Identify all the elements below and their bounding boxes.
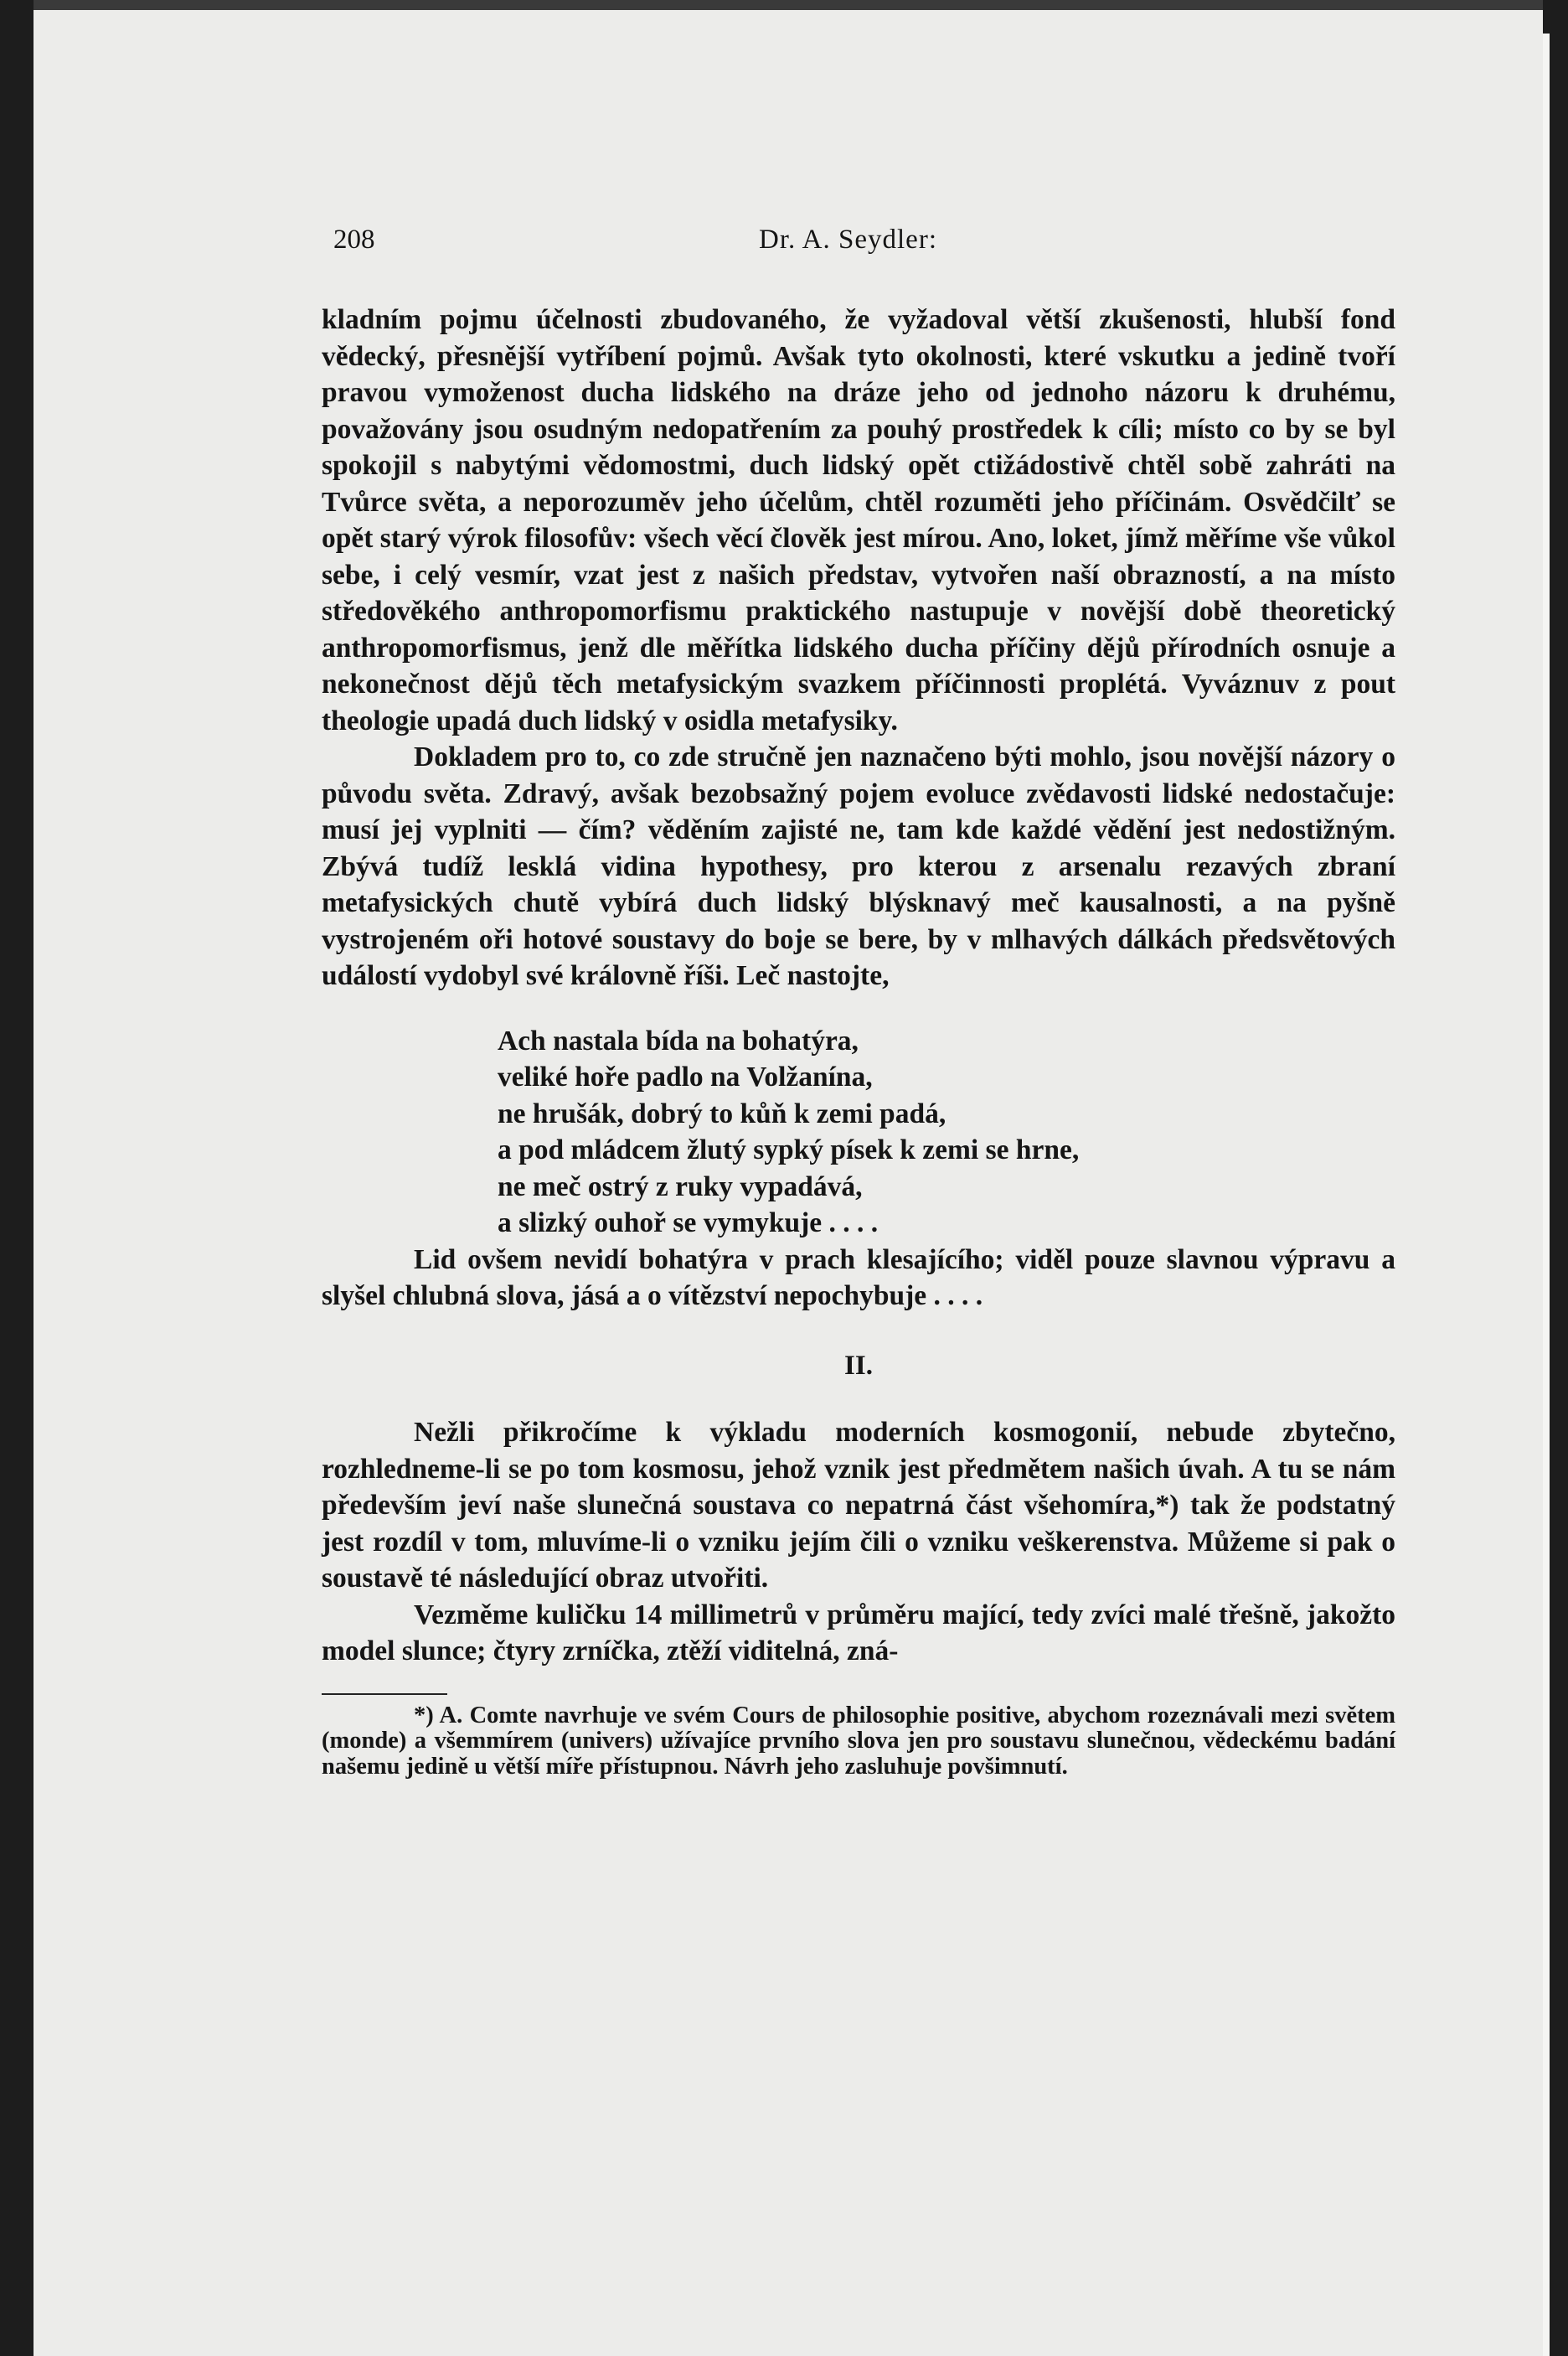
paragraph-section-1: Nežli přikročíme k výkladu moderních kosmogonií, nebude zbytečno, rozhledneme-li se po tom kosmosu, jehož vznik jest předmětem našich úvah. A tu se nám především jeví naše slunečná soustava co nepatrná část všehomíra,*) tak že podstatný jest rozdíl v tom, mluvíme-li o vzniku jejím čili o vzniku veškerenstva. Můžeme si pak o soustavě té následující obraz utvořiti. <box>322 1417 1395 1594</box>
footnote <box>322 1703 1395 1780</box>
footnote-divider <box>322 1693 447 1695</box>
scan-right-edge <box>1543 34 1550 2356</box>
paragraph-after-poem: Lid ovšem nevidí bohatýra v prach klesajícího; viděl pouze slavnou výpravu a slyšel chlubná slova, jásá a o vítězství nepochybuje . . . . <box>322 1243 1395 1311</box>
scan-top-edge <box>34 0 1543 10</box>
poem-line: a slizký ouhoř se vymykuje . . . . <box>498 1207 879 1238</box>
poem-line: ne hrušák, dobrý to kůň k zemi padá, <box>498 1098 946 1129</box>
footnote-text: *) A. Comte navrhuje ve svém Cours de philosophie positive, abychom rozeznávali mezi světem (monde) a všemmírem (univers) užívajíce prvního slova jen pro soustavu slunečnou, vědeckému badání našemu jedině u větší míře přístupnou. Návrh jeho zasluhuje povšimnutí. <box>322 1702 1395 1780</box>
book-page <box>34 10 1543 2356</box>
paragraph-2: Dokladem pro to, co zde stručně jen naznačeno býti mohlo, jsou novější názory o původu světa. Zdravý, avšak bezobsažný pojem evoluce zvědavosti lidské nedostačuje: musí jej vyplniti — čím? věděním zajisté ne, tam kde každé vědění jest nedostižným. Zbývá tudíž lesklá vidina hypothesy, pro kterou z arsenalu rezavých zbraní metafysických chutě vybírá duch lidský blýsknavý meč kausalnosti, a na pyšně vystrojeném oři hotové soustavy do boje se bere, by v mlhavých dálkách předsvětových událostí vydobyl své královně říši. Leč nastojte, <box>322 741 1395 991</box>
paragraph-1: kladním pojmu účelnosti zbudovaného, že vyžadoval větší zkušenosti, hlubší fond vědecký, přesnější vytříbení pojmů. Avšak tyto okolnosti, které vskutku a jedině tvoří pravou vymoženost ducha lidského na dráze jeho od jednoho názoru k druhému, považovány jsou osudným nedopatřením za pouhý prostředek k cíli; místo co by se byl spokojil s nabytými vědomostmi, duch lidský opět ctižádostivě chtěl sobě zahráti na Tvůrce světa, a neporozuměv jeho účelům, chtěl rozuměti jeho příčinám. Osvědčilť se opět starý výrok filosofův: všech věcí člověk jest mírou. Ano, loket, jímž měříme vše vůkol sebe, i celý vesmír, vzat jest z našich představ, vytvořen naší obrazností, a na místo středověkého anthropomorfismu praktického nastupuje v novější době theoretický anthropomorfismus, jenž dle měřítka lidského ducha příčiny dějů přírodních osnuje a nekonečnost dějů těch metafysickým svazkem příčinnosti proplétá. Vyváznuv z pout theologie upadá duch lidský v osidla metafysiky. <box>322 304 1395 736</box>
body-text <box>322 302 1395 1780</box>
poem-line: ne meč ostrý z ruky vypadává, <box>498 1170 863 1202</box>
paragraph-section-2: Vezměme kuličku 14 millimetrů v průměru mající, tedy zvíci malé třešně, jakožto model slunce; čtyry zrníčka, ztěží viditelná, zná- <box>322 1599 1395 1666</box>
running-head: Dr. A. Seydler: <box>759 225 937 255</box>
poem-line: Ach nastala bída na bohatýra, <box>498 1025 859 1057</box>
poem-line: veliké hoře padlo na Volžanína, <box>498 1062 873 1093</box>
page-number: 208 <box>333 225 375 255</box>
poem-line: a pod mládcem žlutý sypký písek k zemi se hrne, <box>498 1134 1080 1165</box>
poem <box>498 1023 1395 1242</box>
page-header <box>285 225 1399 266</box>
section-heading: II. <box>844 1350 873 1381</box>
